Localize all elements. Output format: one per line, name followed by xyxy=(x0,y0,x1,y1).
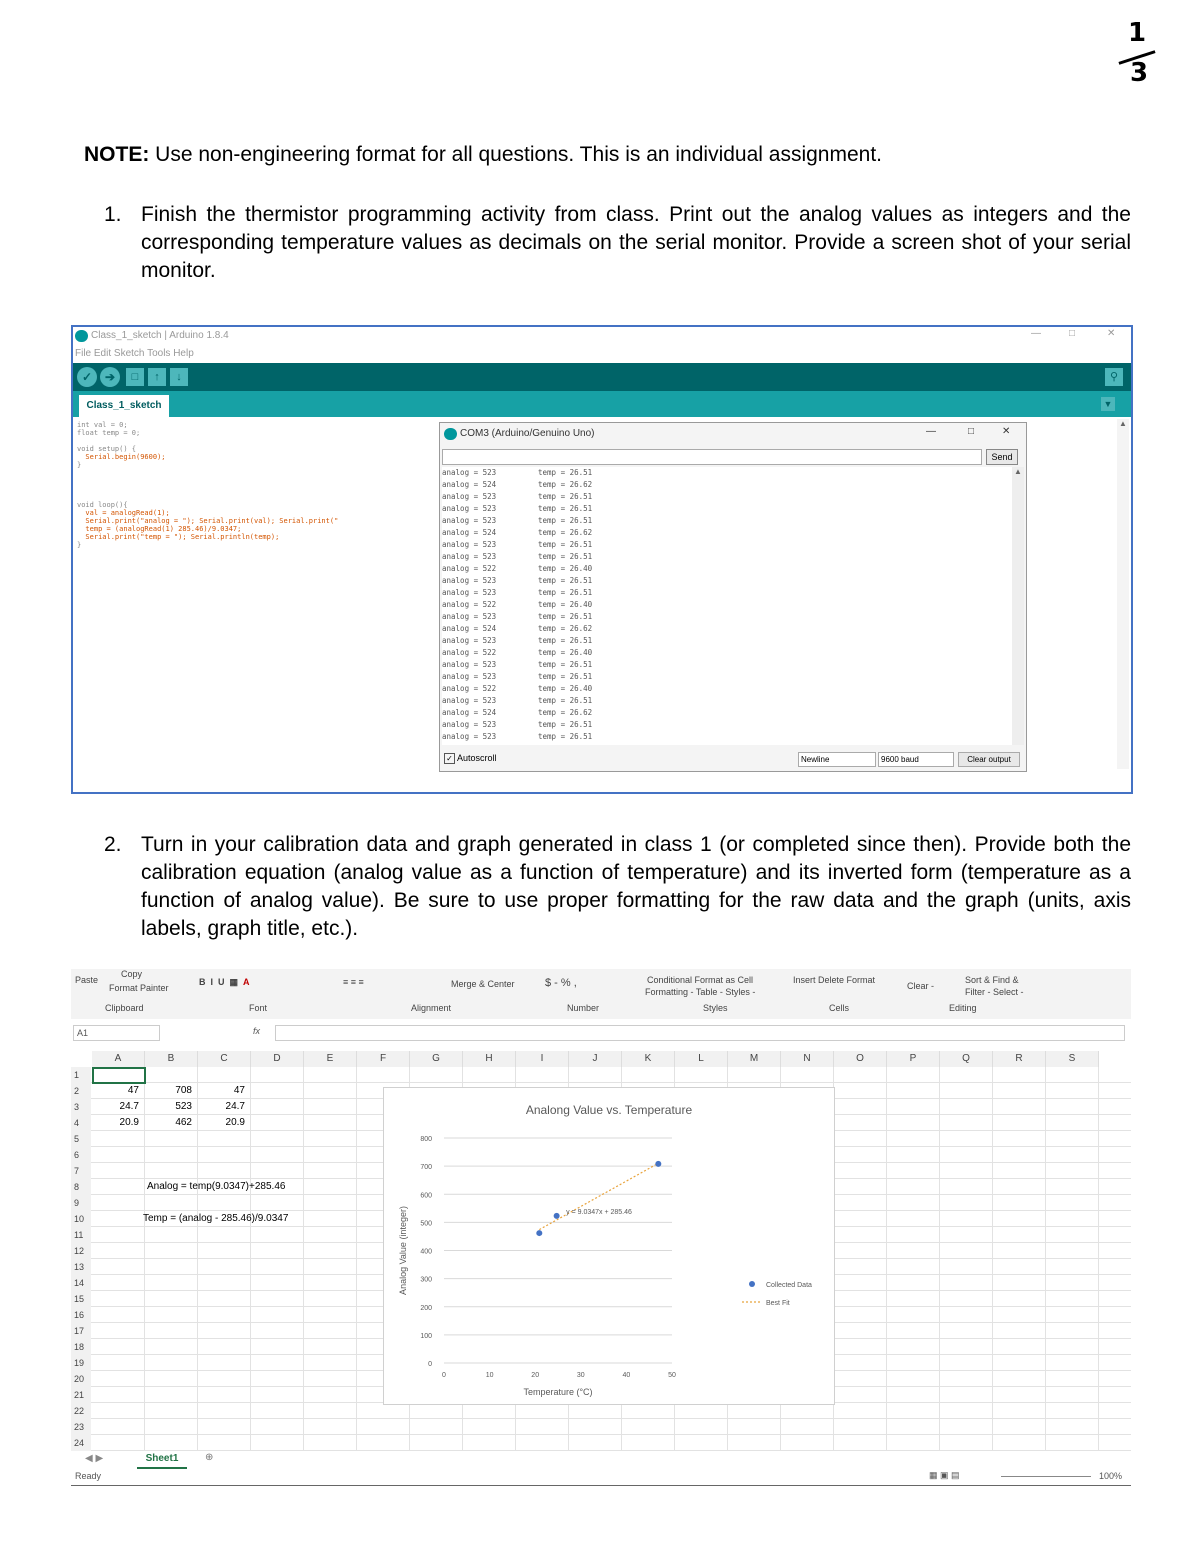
serial-line xyxy=(442,635,1012,647)
serial-analog-value: analog = 524 xyxy=(442,480,497,489)
number-format-buttons[interactable]: $ - % , xyxy=(545,977,577,989)
baud-select[interactable]: 9600 baud xyxy=(878,752,954,767)
serial-analog-value: analog = 522 xyxy=(442,600,497,609)
data-cell[interactable]: 523 xyxy=(175,1101,192,1112)
serial-line xyxy=(442,467,1012,479)
question-number: 2. xyxy=(104,833,122,856)
serial-analog-value: analog = 523 xyxy=(442,504,497,513)
serial-temp-value: temp = 26.51 xyxy=(538,504,593,513)
serial-line xyxy=(442,503,1012,515)
scatter-chart xyxy=(384,1088,834,1404)
chart-area[interactable] xyxy=(383,1087,835,1405)
serial-line xyxy=(442,599,1012,611)
serial-analog-value: analog = 523 xyxy=(442,696,497,705)
row-gridline xyxy=(91,1434,1131,1435)
number-group-label: Number xyxy=(567,1003,600,1013)
x-tick-label: 40 xyxy=(622,1372,631,1379)
serial-minimize-icon[interactable]: — xyxy=(926,426,936,437)
format-painter-button[interactable]: Format Painter xyxy=(109,983,169,993)
serial-temp-value: temp = 26.51 xyxy=(538,672,593,681)
row-header[interactable]: 6 xyxy=(71,1147,91,1163)
serial-line xyxy=(442,683,1012,695)
row-gridline xyxy=(91,1418,1131,1419)
data-point xyxy=(655,1161,661,1167)
verify-icon[interactable]: ✓ xyxy=(77,367,97,387)
column-header[interactable]: N xyxy=(781,1051,834,1067)
column-header[interactable]: Q xyxy=(940,1051,993,1067)
arduino-menu[interactable]: File Edit Sketch Tools Help xyxy=(75,348,194,359)
column-gridline xyxy=(939,1067,940,1451)
column-header[interactable]: M xyxy=(728,1051,781,1067)
row-header[interactable]: 5 xyxy=(71,1131,91,1147)
column-header[interactable]: G xyxy=(410,1051,463,1067)
arduino-toolbar xyxy=(73,363,1131,391)
zoom-slider[interactable] xyxy=(1001,1476,1091,1477)
autoscroll-label: Autoscroll xyxy=(457,753,497,763)
code-editor[interactable] xyxy=(77,421,338,549)
column-header[interactable]: L xyxy=(675,1051,728,1067)
code-line: void loop(){ xyxy=(77,501,128,509)
row-header[interactable]: 17 xyxy=(71,1323,91,1339)
serial-line xyxy=(442,731,1012,743)
column-header[interactable]: K xyxy=(622,1051,675,1067)
y-tick-label: 0 xyxy=(428,1361,432,1368)
y-tick-label: 700 xyxy=(420,1164,432,1172)
row-header[interactable]: 22 xyxy=(71,1403,91,1419)
column-gridline xyxy=(250,1067,251,1451)
sort-find-button[interactable]: Sort & Find & xyxy=(965,975,1019,985)
serial-temp-value: temp = 26.40 xyxy=(538,648,593,657)
serial-temp-value: temp = 26.51 xyxy=(538,636,593,645)
serial-line xyxy=(442,539,1012,551)
merge-center-button[interactable]: Merge & Center xyxy=(451,979,515,989)
chart-title: Analong Value vs. Temperature xyxy=(525,1103,693,1117)
serial-line xyxy=(442,707,1012,719)
note-label: NOTE: xyxy=(84,143,150,166)
column-gridline xyxy=(886,1067,887,1451)
autoscroll-checkbox[interactable]: ✓ xyxy=(444,753,455,764)
column-header[interactable]: B xyxy=(145,1051,198,1067)
serial-titlebar xyxy=(440,423,1026,445)
code-line: } xyxy=(77,461,82,469)
serial-temp-value: temp = 26.51 xyxy=(538,588,593,597)
serial-temp-value: temp = 26.51 xyxy=(538,516,593,525)
serial-line xyxy=(442,719,1012,731)
code-line xyxy=(77,485,338,493)
row-header[interactable]: 11 xyxy=(71,1227,91,1243)
clipboard-group-label: Clipboard xyxy=(105,1003,144,1013)
trendline xyxy=(539,1163,658,1229)
code-line xyxy=(77,469,338,477)
tab-menu-icon[interactable]: ▼ xyxy=(1101,397,1115,411)
trendline-equation: y = 9.0347x + 285.46 xyxy=(566,1208,632,1216)
serial-temp-value: temp = 26.62 xyxy=(538,528,593,537)
column-header[interactable]: A xyxy=(92,1051,145,1067)
serial-analog-value: analog = 523 xyxy=(442,468,497,477)
serial-temp-value: temp = 26.51 xyxy=(538,732,593,741)
serial-temp-value: temp = 26.51 xyxy=(538,696,593,705)
serial-analog-value: analog = 523 xyxy=(442,720,497,729)
zoom-level: 100% xyxy=(1099,1471,1123,1481)
serial-temp-value: temp = 26.51 xyxy=(538,540,593,549)
x-axis-label: Temperature (°C) xyxy=(523,1387,593,1397)
x-tick-label: 50 xyxy=(668,1372,676,1379)
view-icons[interactable]: ▦ ▣ ▤ xyxy=(929,1470,960,1480)
y-tick-label: 600 xyxy=(420,1192,432,1200)
serial-line xyxy=(442,575,1012,587)
column-header[interactable]: R xyxy=(993,1051,1046,1067)
row-header[interactable]: 19 xyxy=(71,1355,91,1371)
data-point xyxy=(536,1230,542,1236)
arduino-screenshot xyxy=(71,325,1133,794)
serial-analog-value: analog = 524 xyxy=(442,528,497,537)
row-header[interactable]: 21 xyxy=(71,1387,91,1403)
serial-analog-value: analog = 522 xyxy=(442,648,497,657)
tab-sketch[interactable]: Class_1_sketch xyxy=(79,395,169,417)
save-icon[interactable]: ↓ xyxy=(170,368,188,386)
serial-line xyxy=(442,551,1012,563)
font-group-label: Font xyxy=(249,1003,268,1013)
x-tick-label: 30 xyxy=(576,1372,585,1379)
serial-temp-value: temp = 26.40 xyxy=(538,600,593,609)
styles-sub[interactable]: Formatting - Table - Styles - xyxy=(645,987,756,997)
grade-top: 1 xyxy=(1128,18,1147,48)
grade-bottom: 3 xyxy=(1130,58,1149,88)
sheet-tab[interactable]: Sheet1 xyxy=(137,1451,187,1469)
code-line: Serial.print("analog = "); Serial.print(val); Serial.print(" xyxy=(77,517,339,525)
row-header[interactable]: 18 xyxy=(71,1339,91,1355)
add-sheet-icon[interactable]: ⊕ xyxy=(205,1452,214,1463)
serial-bottom-bar xyxy=(440,749,1026,769)
formula-input[interactable] xyxy=(275,1025,1125,1041)
align-buttons[interactable]: ≡ ≡ ≡ xyxy=(343,977,364,987)
serial-close-icon[interactable]: ✕ xyxy=(1002,426,1011,437)
cells-group-label: Cells xyxy=(829,1003,850,1013)
legend-label-collected: Collected Data xyxy=(766,1282,812,1289)
row-header[interactable]: 10 xyxy=(71,1211,91,1227)
serial-temp-value: temp = 26.62 xyxy=(538,708,593,717)
column-gridline xyxy=(1098,1067,1099,1451)
row-header[interactable]: 3 xyxy=(71,1099,91,1115)
column-gridline xyxy=(303,1067,304,1451)
serial-temp-value: temp = 26.51 xyxy=(538,468,593,477)
serial-maximize-icon[interactable]: □ xyxy=(968,426,975,437)
excel-ribbon xyxy=(71,969,1131,1019)
serial-line xyxy=(442,527,1012,539)
upload-icon[interactable]: ➔ xyxy=(100,367,120,387)
code-line: Serial.print("temp = "); Serial.println(temp); xyxy=(77,533,280,541)
serial-analog-value: analog = 523 xyxy=(442,612,497,621)
line-ending-select[interactable]: Newline xyxy=(798,752,876,767)
column-header[interactable]: S xyxy=(1046,1051,1099,1067)
legend-marker-collected xyxy=(749,1281,755,1287)
sheet-tab-bar xyxy=(71,1451,1131,1469)
arduino-title: Class_1_sketch | Arduino 1.8.4 xyxy=(91,330,229,341)
serial-monitor-icon[interactable]: ⚲ xyxy=(1105,368,1123,386)
arduino-tabs xyxy=(73,391,1131,417)
serial-logo-icon xyxy=(444,428,457,440)
minimize-icon[interactable]: — xyxy=(1031,328,1041,339)
serial-temp-value: temp = 26.51 xyxy=(538,492,593,501)
serial-line xyxy=(442,587,1012,599)
arduino-logo-icon xyxy=(75,330,88,342)
calibration-equation[interactable]: Analog = temp(9.0347)+285.46 xyxy=(147,1181,286,1192)
fx-icon: fx xyxy=(253,1026,261,1036)
serial-temp-value: temp = 26.51 xyxy=(538,552,593,561)
font-buttons[interactable]: B I U ▦ A xyxy=(199,977,250,987)
clear-button[interactable]: Clear - xyxy=(907,981,935,991)
question-text: Turn in your calibration data and graph generated in class 1 (or completed since then). Provide both the calibration equation (analog value as a function of temperature) and its inverted form (temperature as a function of analog value). Be sure to use proper formatting for the raw data and the graph (units, axis labels, graph title, etc.). xyxy=(141,833,1131,940)
row-header[interactable]: 9 xyxy=(71,1195,91,1211)
code-line xyxy=(77,437,338,445)
row-header[interactable]: 24 xyxy=(71,1435,91,1451)
serial-line xyxy=(442,647,1012,659)
data-cell[interactable]: 47 xyxy=(233,1085,245,1096)
serial-line xyxy=(442,479,1012,491)
question-2 xyxy=(104,831,1134,941)
column-header[interactable]: P xyxy=(887,1051,940,1067)
serial-analog-value: analog = 524 xyxy=(442,708,497,717)
inverted-equation[interactable]: Temp = (analog - 285.46)/9.0347 xyxy=(143,1213,289,1224)
column-header[interactable]: H xyxy=(463,1051,516,1067)
send-button[interactable]: Send xyxy=(986,449,1018,465)
arduino-menubar xyxy=(73,346,1131,362)
y-tick-label: 500 xyxy=(420,1220,432,1228)
row-gridline xyxy=(91,1082,1131,1083)
column-header[interactable]: E xyxy=(304,1051,357,1067)
y-tick-label: 800 xyxy=(420,1136,432,1143)
row-header[interactable]: 16 xyxy=(71,1307,91,1323)
status-text: Ready xyxy=(75,1471,102,1481)
column-header[interactable]: F xyxy=(357,1051,410,1067)
code-line: val = analogRead(1); xyxy=(77,509,170,517)
column-gridline xyxy=(1045,1067,1046,1451)
row-header[interactable]: 4 xyxy=(71,1115,91,1131)
column-gridline xyxy=(356,1067,357,1451)
editing-group-label: Editing xyxy=(949,1003,977,1013)
serial-line xyxy=(442,659,1012,671)
serial-monitor xyxy=(439,422,1027,772)
serial-analog-value: analog = 523 xyxy=(442,636,497,645)
cells-buttons[interactable]: Insert Delete Format xyxy=(793,975,876,985)
column-header[interactable]: J xyxy=(569,1051,622,1067)
filter-select-button[interactable]: Filter - Select - xyxy=(965,987,1024,997)
serial-analog-value: analog = 522 xyxy=(442,564,497,573)
y-tick-label: 100 xyxy=(420,1332,432,1340)
row-header[interactable]: 12 xyxy=(71,1243,91,1259)
serial-analog-value: analog = 523 xyxy=(442,540,497,549)
data-point xyxy=(554,1213,560,1219)
serial-analog-value: analog = 523 xyxy=(442,516,497,525)
column-header[interactable]: D xyxy=(251,1051,304,1067)
code-line: int val = 0; xyxy=(77,421,128,429)
x-tick-label: 10 xyxy=(485,1372,494,1379)
serial-temp-value: temp = 26.40 xyxy=(538,564,593,573)
editor-scrollbar[interactable]: ▲ xyxy=(1117,419,1129,769)
x-tick-label: 20 xyxy=(531,1372,540,1379)
data-cell[interactable]: 47 xyxy=(127,1085,139,1096)
new-icon[interactable]: □ xyxy=(126,368,144,386)
sheet-nav-icon[interactable]: ◀ ▶ xyxy=(85,1453,104,1464)
serial-analog-value: analog = 522 xyxy=(442,684,497,693)
serial-input[interactable] xyxy=(442,449,982,465)
serial-line xyxy=(442,611,1012,623)
code-line: temp = (analogRead(1) 285.46)/9.0347; xyxy=(77,525,242,533)
formula-bar xyxy=(71,1023,1131,1043)
column-header[interactable]: I xyxy=(516,1051,569,1067)
column-gridline xyxy=(992,1067,993,1451)
code-line: Serial.begin(9600); xyxy=(77,453,166,461)
question-number: 1. xyxy=(104,203,122,226)
close-icon[interactable]: ✕ xyxy=(1107,328,1116,339)
row-header[interactable]: 14 xyxy=(71,1275,91,1291)
paste-button[interactable]: Paste xyxy=(75,975,99,985)
serial-analog-value: analog = 523 xyxy=(442,552,497,561)
row-header[interactable]: 2 xyxy=(71,1083,91,1099)
code-line xyxy=(77,477,338,485)
grade-mark xyxy=(1118,18,1158,90)
question-text: Finish the thermistor programming activity from class. Print out the analog values as integers and the corresponding temperature values as decimals on the serial monitor. Provide a screen shot of your serial monitor. xyxy=(141,203,1131,282)
serial-analog-value: analog = 523 xyxy=(442,576,497,585)
name-box[interactable]: A1 xyxy=(73,1025,160,1041)
row-header[interactable]: 15 xyxy=(71,1291,91,1307)
serial-analog-value: analog = 523 xyxy=(442,672,497,681)
data-cell[interactable]: 462 xyxy=(175,1117,192,1128)
serial-analog-value: analog = 524 xyxy=(442,624,497,633)
serial-line xyxy=(442,671,1012,683)
legend-label-bestfit: Best Fit xyxy=(766,1300,790,1307)
serial-line xyxy=(442,563,1012,575)
styles-buttons[interactable]: Conditional Format as Cell xyxy=(647,975,754,985)
spreadsheet-grid[interactable] xyxy=(71,1051,1131,1451)
row-header[interactable]: 1 xyxy=(71,1067,91,1083)
open-icon[interactable]: ↑ xyxy=(148,368,166,386)
serial-temp-value: temp = 26.51 xyxy=(538,612,593,621)
serial-output xyxy=(442,467,1012,745)
serial-line xyxy=(442,491,1012,503)
data-cell[interactable]: 24.7 xyxy=(119,1101,139,1112)
row-header[interactable]: 23 xyxy=(71,1419,91,1435)
excel-screenshot xyxy=(71,969,1131,1486)
data-cell[interactable]: 24.7 xyxy=(225,1101,245,1112)
y-tick-label: 200 xyxy=(420,1304,432,1312)
alignment-group-label: Alignment xyxy=(411,1003,452,1013)
code-line: float temp = 0; xyxy=(77,429,141,437)
question-1 xyxy=(104,201,1134,291)
active-cell[interactable] xyxy=(92,1067,146,1084)
serial-line xyxy=(442,695,1012,707)
data-cell[interactable]: 20.9 xyxy=(119,1117,139,1128)
serial-scrollbar[interactable]: ▲ xyxy=(1012,467,1024,745)
row-header[interactable]: 8 xyxy=(71,1179,91,1195)
code-line xyxy=(77,493,338,501)
serial-temp-value: temp = 26.62 xyxy=(538,480,593,489)
styles-group-label: Styles xyxy=(703,1003,728,1013)
y-tick-label: 400 xyxy=(420,1248,432,1256)
note-text: Use non-engineering format for all questions. This is an individual assignment. xyxy=(149,143,883,166)
code-line: } xyxy=(77,541,82,549)
row-header[interactable]: 7 xyxy=(71,1163,91,1179)
serial-line xyxy=(442,623,1012,635)
serial-line xyxy=(442,515,1012,527)
serial-analog-value: analog = 523 xyxy=(442,492,497,501)
serial-analog-value: analog = 523 xyxy=(442,660,497,669)
arduino-titlebar xyxy=(73,327,1131,345)
row-header[interactable]: 20 xyxy=(71,1371,91,1387)
note-line xyxy=(84,143,882,167)
status-bar xyxy=(71,1469,1131,1485)
x-tick-label: 0 xyxy=(442,1372,446,1379)
y-tick-label: 300 xyxy=(420,1276,432,1284)
serial-temp-value: temp = 26.40 xyxy=(538,684,593,693)
column-header[interactable]: C xyxy=(198,1051,251,1067)
serial-title: COM3 (Arduino/Genuino Uno) xyxy=(460,428,595,439)
data-cell[interactable]: 708 xyxy=(175,1085,192,1096)
data-cell[interactable]: 20.9 xyxy=(225,1117,245,1128)
serial-temp-value: temp = 26.51 xyxy=(538,660,593,669)
serial-temp-value: temp = 26.51 xyxy=(538,576,593,585)
serial-analog-value: analog = 523 xyxy=(442,732,497,741)
column-header[interactable]: O xyxy=(834,1051,887,1067)
y-axis-label: Analog Value (integer) xyxy=(398,1206,408,1295)
clear-output-button[interactable]: Clear output xyxy=(958,752,1020,767)
maximize-icon[interactable]: □ xyxy=(1069,328,1076,339)
serial-analog-value: analog = 523 xyxy=(442,588,497,597)
code-line: void setup() { xyxy=(77,445,137,453)
copy-button[interactable]: Copy xyxy=(121,969,143,979)
serial-temp-value: temp = 26.51 xyxy=(538,720,593,729)
row-header[interactable]: 13 xyxy=(71,1259,91,1275)
serial-temp-value: temp = 26.62 xyxy=(538,624,593,633)
